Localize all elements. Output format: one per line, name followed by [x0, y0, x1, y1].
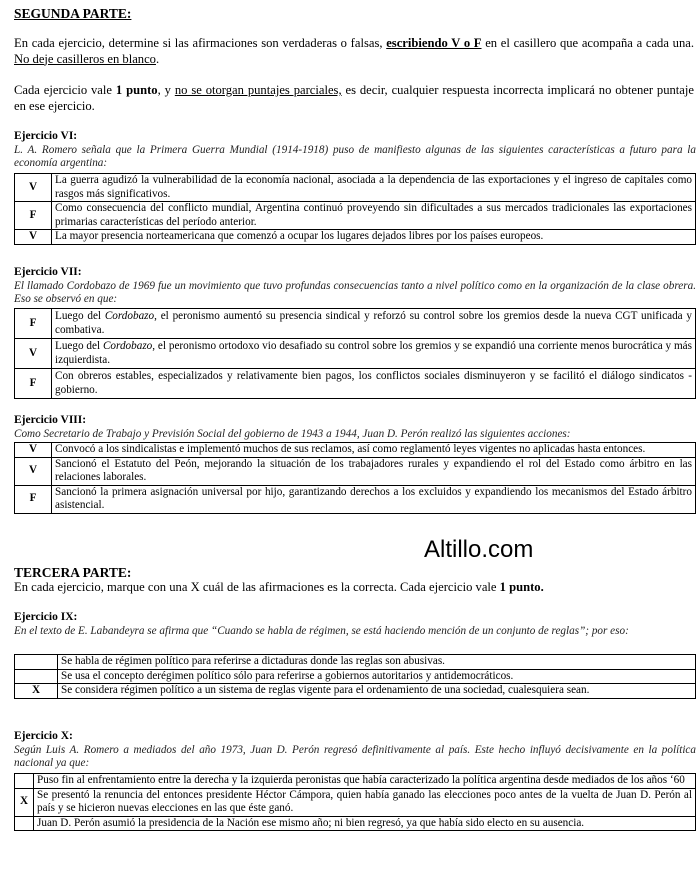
instr-text: , y — [157, 83, 175, 97]
table-row — [15, 669, 696, 684]
instr-text: Cada ejercicio vale — [14, 83, 116, 97]
section-title-segunda: SEGUNDA PARTE: — [14, 6, 132, 21]
answer-cell[interactable]: F — [15, 369, 52, 399]
table-row — [15, 655, 696, 670]
exercise-title-x: Ejercicio X: — [14, 730, 73, 742]
instr-text: en el casillero que acompaña a cada una. — [481, 36, 694, 50]
answer-cell[interactable] — [15, 655, 58, 670]
exercise-intro-vii: El llamado Cordobazo de 1969 fue un movimiento que tuvo profundas consecuencias tanto a nivel político como en la organización de la clase obrera. Eso se observó en que: — [14, 280, 696, 305]
exercise-table-x — [14, 773, 696, 831]
table-row — [15, 816, 696, 831]
exercise-title-viii: Ejercicio VIII: — [14, 414, 87, 426]
instr-emphasis: No deje casilleros en blanco — [14, 51, 156, 66]
statement-italic: Cordobazo — [104, 310, 155, 322]
exercise-intro-ix: En el texto de E. Labandeyra se afirma que “Cuando se habla de régimen, se está haciendo mención de un conjunto de reglas”; por eso: — [14, 625, 629, 637]
table-row — [15, 774, 696, 789]
statement-text: , el peronismo ortodoxo vio desafiado su control sobre los gremios y se expandió una corriente menos burocrática y más izquierdista. — [55, 340, 692, 366]
table-row — [15, 202, 696, 230]
instr-text: En cada ejercicio, marque con una X cuál de las afirmaciones es la correcta. Cada ejercicio vale — [14, 580, 500, 594]
table-row — [15, 309, 696, 339]
instr-emphasis: no se otorgan puntajes parciales, — [174, 83, 342, 97]
statement-cell: Se considera régimen político a un sistema de reglas vigente para el ordenamiento de una sociedad, cualesquiera sean. — [58, 684, 696, 699]
instr-text: En cada ejercicio, determine si las afirmaciones son verdaderas o falsas, — [14, 36, 387, 50]
statement-cell: Como consecuencia del conflicto mundial, Argentina continuó proveyendo sin dificultades a sus mercados tradicionales las exportaciones primarias características del período anterior. — [52, 202, 696, 230]
statement-cell: Se usa el concepto derégimen político sólo para referirse a gobiernos autoritarios y antidemocráticos. — [58, 669, 696, 684]
table-row — [15, 230, 696, 245]
table-row — [15, 788, 696, 816]
answer-cell[interactable]: X — [15, 684, 58, 699]
instr-emphasis: 1 punto. — [499, 580, 544, 594]
table-row — [15, 339, 696, 369]
statement-cell: Juan D. Perón asumió la presidencia de la Nación ese mismo año; ni bien regresó, ya que había sido electo en su ausencia. — [34, 816, 696, 831]
instr-text: es decir, cualquier respuesta incorrecta implicará no obtener puntaje en ese ejercicio. — [14, 83, 694, 113]
answer-cell[interactable]: F — [15, 485, 52, 513]
answer-cell[interactable] — [15, 669, 58, 684]
instructions-segunda-2 — [14, 83, 694, 114]
exercise-title-vi: Ejercicio VI: — [14, 130, 78, 142]
statement-text: , el peronismo aumentó su presencia sindical y reforzó su control sobre los gremios desde la nueva CGT unificada y combativa. — [55, 310, 693, 336]
statement-cell: Puso fin al enfrentamiento entre la derecha y la izquierda peronistas que había caracterizado la política argentina desde mediados de los años ‘60 — [34, 774, 696, 789]
table-row — [15, 369, 696, 399]
statement-text: Luego del — [55, 340, 103, 352]
statement-text: Luego del — [55, 310, 105, 322]
instr-text: . — [155, 51, 160, 66]
statement-cell: La guerra agudizó la vulnerabilidad de la economía nacional, asociada a la dependencia de las exportaciones y el ingreso de capitales como rasgos más significativos. — [52, 174, 696, 202]
watermark: Altillo.com — [424, 536, 534, 563]
answer-cell[interactable]: X — [15, 788, 34, 816]
table-row — [15, 443, 696, 458]
answer-cell[interactable]: F — [15, 309, 52, 339]
exercise-table-vii — [14, 308, 696, 399]
section-title-tercera: TERCERA PARTE: — [14, 565, 132, 580]
answer-cell[interactable]: V — [15, 457, 52, 485]
statement-cell — [52, 339, 696, 369]
statement-italic: Cordobazo — [102, 340, 153, 352]
instructions-tercera — [14, 580, 694, 596]
instr-emphasis: 1 punto — [115, 83, 158, 97]
exercise-table-vi — [14, 173, 696, 245]
table-row — [15, 174, 696, 202]
statement-cell: Se habla de régimen político para referirse a dictaduras donde las reglas son abusivas. — [58, 655, 696, 670]
statement-cell: Se presentó la renuncia del entonces presidente Héctor Cámpora, quien había ganado las elecciones poco antes de la vuelta de Juan D. Perón al país y se hicieron nuevas elecciones en las que éste ganó. — [34, 788, 696, 816]
instr-emphasis: escribiendo V o F — [386, 36, 482, 50]
answer-cell[interactable] — [15, 774, 34, 789]
answer-cell[interactable] — [15, 816, 34, 831]
table-row — [15, 485, 696, 513]
statement-cell: Sancionó el Estatuto del Peón, mejorando la situación de los trabajadores rurales y expandiendo el rol del Estado como árbitro en las relaciones laborales. — [52, 457, 696, 485]
answer-cell[interactable]: V — [15, 230, 52, 245]
exercise-intro-viii: Como Secretario de Trabajo y Previsión Social del gobierno de 1943 a 1944, Juan D. Perón realizó las siguientes acciones: — [14, 428, 571, 440]
table-row — [15, 684, 696, 699]
statement-cell — [52, 369, 696, 399]
exercise-table-ix — [14, 654, 696, 699]
answer-cell[interactable]: V — [15, 443, 52, 458]
statement-cell: Convocó a los sindicalistas e implementó muchos de sus reclamos, así como reglamentó leyes vigentes no aplicadas hasta entonces. — [52, 443, 696, 458]
statement-cell: La mayor presencia norteamericana que comenzó a ocupar los lugares dejados libres por los países europeos. — [52, 230, 696, 245]
exercise-title-ix: Ejercicio IX: — [14, 611, 78, 623]
instructions-segunda-1 — [14, 36, 694, 67]
exercise-title-vii: Ejercicio VII: — [14, 266, 82, 278]
exercise-intro-x: Según Luis A. Romero a mediados del año 1973, Juan D. Perón regresó definitivamente al país. Este hecho influyó decisivamente en la política nacional ya que: — [14, 744, 696, 769]
answer-cell[interactable]: V — [15, 174, 52, 202]
statement-text: Con obreros estables, especializados y relativamente bien pagos, los conflictos sociales disminuyeron y se facilitó el diálogo sindicatos - gobierno. — [55, 370, 692, 396]
statement-cell: Sancionó la primera asignación universal por hijo, garantizando derechos a los excluidos y expandiendo los mecanismos del Estado árbitro asistencial. — [52, 485, 696, 513]
exercise-table-viii — [14, 442, 696, 514]
exercise-intro-vi: L. A. Romero señala que la Primera Guerra Mundial (1914-1918) puso de manifiesto algunas de las siguientes características a futuro para la economía argentina: — [14, 144, 696, 169]
answer-cell[interactable]: V — [15, 339, 52, 369]
table-row — [15, 457, 696, 485]
statement-cell — [52, 309, 696, 339]
answer-cell[interactable]: F — [15, 202, 52, 230]
